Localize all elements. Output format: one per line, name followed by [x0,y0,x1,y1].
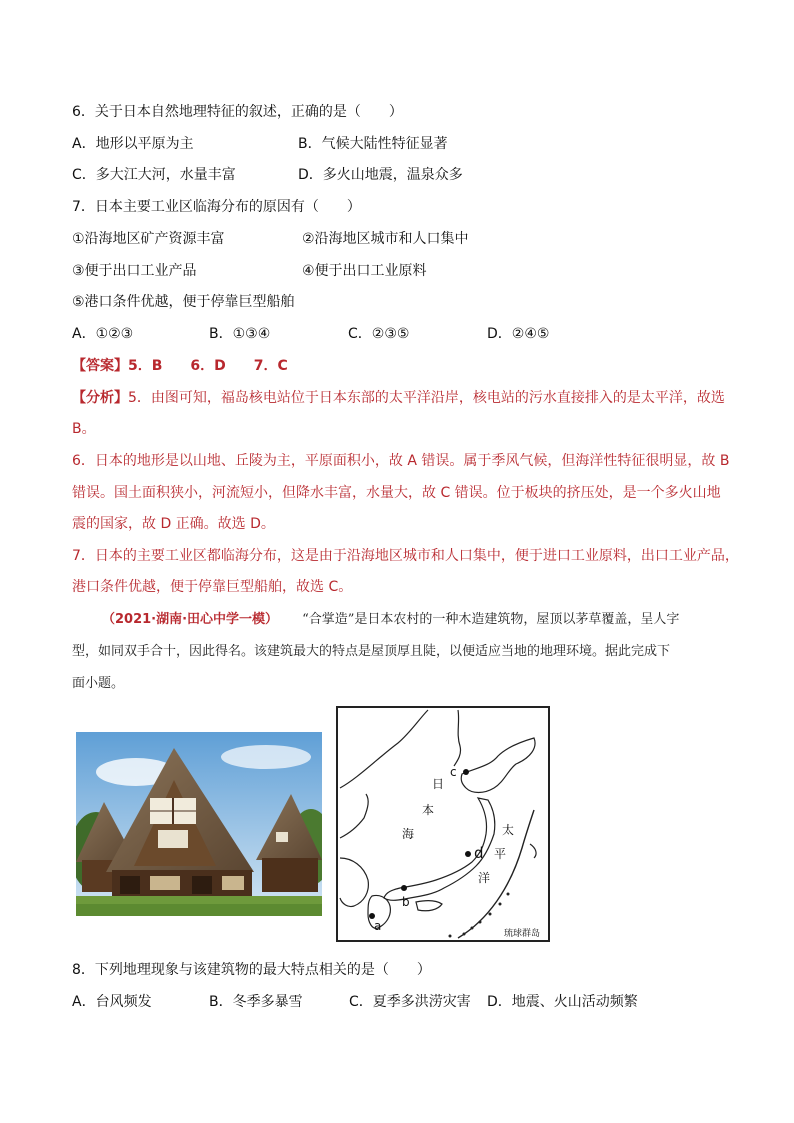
q7-item-3: ③便于出口工业产品 [72,263,197,279]
analysis-line-7: 港口条件优越，便于停靠巨型船舶，故选 C。 [72,579,353,595]
intro-text-1: “合掌造”是日本农村的一种木造建筑物，屋顶以茅草覆盖，呈人字 [302,612,680,627]
q6-option-b: B．气候大陆性特征显著 [298,136,448,152]
map-label-tai: 太 [502,823,515,837]
answer-line [72,356,288,376]
house-illustration [76,732,322,916]
q8-option-a: A．台风频发 [72,994,152,1010]
analysis-line-4: 错误。国土面积狭小，河流短小，但降水丰富，水量大，故 C 错误。位于板块的挤压处，是一个多火山地 [72,485,721,501]
source-tag: （2021·湖南·田心中学一模） [102,612,279,627]
map-label-hai: 海 [402,827,415,841]
map-label-ping: 平 [494,847,507,861]
q7-item-2: ②沿海地区城市和人口集中 [302,231,469,247]
analysis-line-3: 6．日本的地形是以山地、丘陵为主，平原面积小，故 A 错误。属于季风气候，但海洋性特征很明显，故 B [72,453,730,469]
q8-option-d: D．地震、火山活动频繁 [487,994,638,1010]
answer-label: 【答案】 [72,358,128,374]
map-label-ben: 本 [422,803,435,817]
analysis-label: 【分析】 [72,390,128,406]
answer-text: 5．B 6．D 7．C [128,358,288,374]
japan-map [336,706,550,942]
q7-option-d: D．②④⑤ [487,326,550,342]
material-intro [72,604,722,700]
q8-option-c: C．夏季多洪涝灾害 [349,994,471,1010]
map-point-c: c [450,765,457,779]
gassho-house-photo [76,732,322,916]
intro-line-2: 型，如同双手合十，因此得名。该建筑最大的特点是屋顶厚且陡，以便适应当地的地理环境。据此完成下 [72,644,671,659]
analysis-line-2: B。 [72,421,96,437]
analysis-line-5: 震的国家，故 D 正确。故选 D。 [72,516,275,532]
q7-item-5: ⑤港口条件优越，便于停靠巨型船舶 [72,294,295,310]
q6-stem: 6．关于日本自然地理特征的叙述，正确的是（ ） [72,104,403,120]
map-label-ri: 日 [432,777,445,791]
map-point-d: d [474,844,484,862]
japan-outline [338,708,548,940]
q7-option-b: B．①③④ [209,326,271,342]
q7-option-a: A．①②③ [72,326,134,342]
q6-option-c: C．多大江大河，水量丰富 [72,167,236,183]
map-point-a: a [374,919,382,933]
intro-line-3: 面小题。 [72,676,125,691]
map-islands-label: 琉球群岛 [504,929,541,939]
q8-option-b: B．冬季多暴雪 [209,994,303,1010]
intro-line-1 [72,604,722,636]
q6-option-d: D．多火山地震，温泉众多 [298,167,463,183]
point-c-marker [463,769,469,775]
analysis-line-1 [72,388,725,408]
q7-option-c: C．②③⑤ [348,326,410,342]
analysis-text-1: 5．由图可知，福岛核电站位于日本东部的太平洋沿岸，核电站的污水直接排入的是太平洋，故选 [128,390,725,406]
point-b-marker [401,885,407,891]
map-point-b: b [402,895,410,909]
map-label-yang: 洋 [478,871,491,885]
q7-item-4: ④便于出口工业原料 [302,263,427,279]
analysis-line-6: 7．日本的主要工业区都临海分布，这是由于沿海地区城市和人口集中，便于进口工业原料，出口工业产品， [72,548,739,564]
q8-stem: 8．下列地理现象与该建筑物的最大特点相关的是（ ） [72,962,431,978]
q6-option-a: A．地形以平原为主 [72,136,194,152]
q7-stem: 7．日本主要工业区临海分布的原因有（ ） [72,199,361,215]
q7-item-1: ①沿海地区矿产资源丰富 [72,231,225,247]
point-d-marker [465,851,471,857]
